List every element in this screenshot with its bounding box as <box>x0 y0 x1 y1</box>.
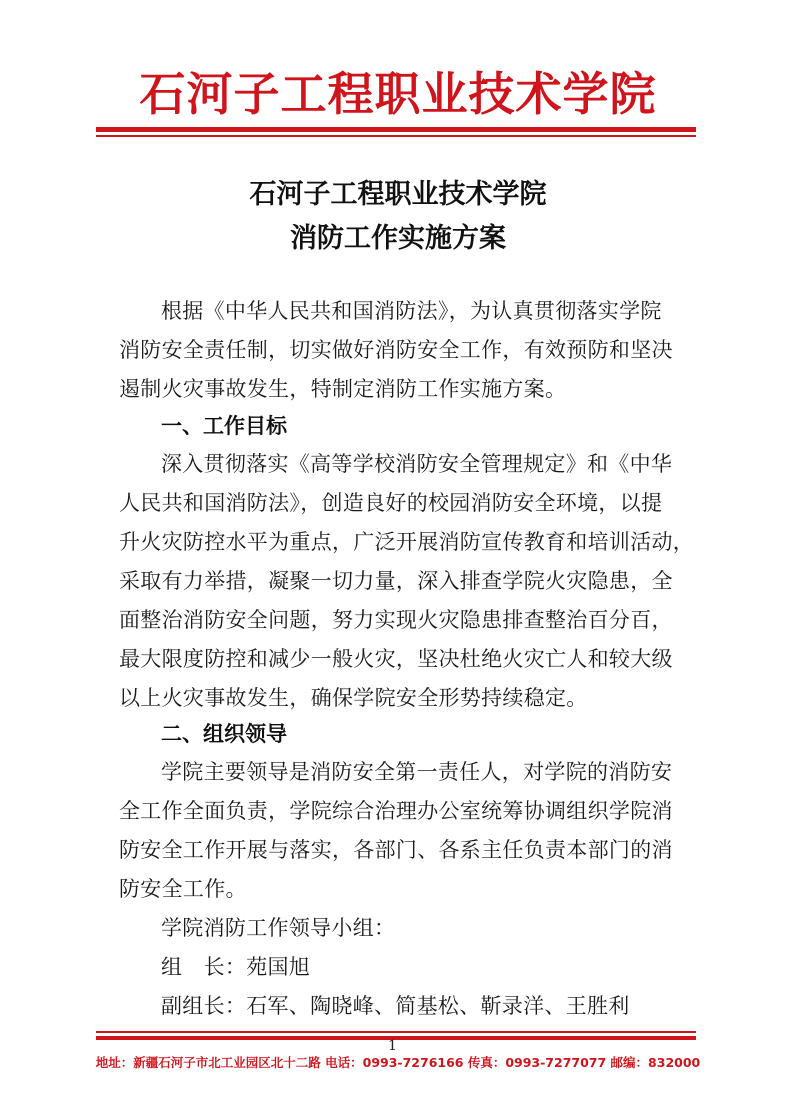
section-heading-leadership: 二、组织领导 <box>161 722 287 746</box>
section2-line: 全工作全面负责，学院综合治理办公室统筹协调组织学院消 <box>119 799 673 823</box>
footer-rule-thin <box>96 1031 696 1033</box>
group-deputies: 副组长：石军、陶晓峰、简基松、靳录洋、王胜利 <box>161 994 630 1018</box>
page-number: 1 <box>388 1038 397 1054</box>
group-leader: 组 长：苑国旭 <box>161 955 311 979</box>
section-heading-goals: 一、工作目标 <box>161 414 287 438</box>
section2-line: 学院主要领导是消防安全第一责任人，对学院的消防安 <box>161 760 673 784</box>
section2-line: 防安全工作。 <box>119 877 247 901</box>
letterhead-institution-name: 石河子工程职业技术学院 <box>139 67 657 121</box>
section2-line: 防安全工作开展与落实，各部门、各系主任负责本部门的消 <box>119 838 673 862</box>
intro-line: 根据《中华人民共和国消防法》，为认真贯彻落实学院 <box>161 299 662 323</box>
letterhead-rule-thin <box>96 135 696 137</box>
intro-line: 消防安全责任制，切实做好消防安全工作，有效预防和坚决 <box>119 338 673 362</box>
section1-line: 面整治消防安全问题，努力实现火灾隐患排查整治百分百， <box>119 608 673 632</box>
section1-line: 升火灾防控水平为重点，广泛开展消防宣传教育和培训活动， <box>119 530 695 554</box>
section1-line: 人民共和国消防法》，创造良好的校园消防安全环境，以提 <box>119 491 663 515</box>
document-title-line-1: 石河子工程职业技术学院 <box>249 179 547 210</box>
group-label: 学院消防工作领导小组： <box>161 916 396 940</box>
section1-line: 深入贯彻落实《高等学校消防安全管理规定》和《中华 <box>161 452 673 476</box>
letterhead-rule-thick <box>96 127 696 132</box>
footer-contact-info: 地址：新疆石河子市北工业园区北十二路 电话：0993-7276166 传真：0993-7277077 邮编：832000 <box>95 1055 701 1070</box>
section1-line: 最大限度防控和减少一般火灾，坚决杜绝火灾亡人和较大级 <box>119 647 673 671</box>
intro-line: 遏制火灾事故发生，特制定消防工作实施方案。 <box>119 377 567 401</box>
section1-line: 采取有力举措，凝聚一切力量，深入排查学院火灾隐患，全 <box>119 569 673 593</box>
section1-line: 以上火灾事故发生，确保学院安全形势持续稳定。 <box>119 686 588 710</box>
document-title-line-2: 消防工作实施方案 <box>290 223 506 254</box>
